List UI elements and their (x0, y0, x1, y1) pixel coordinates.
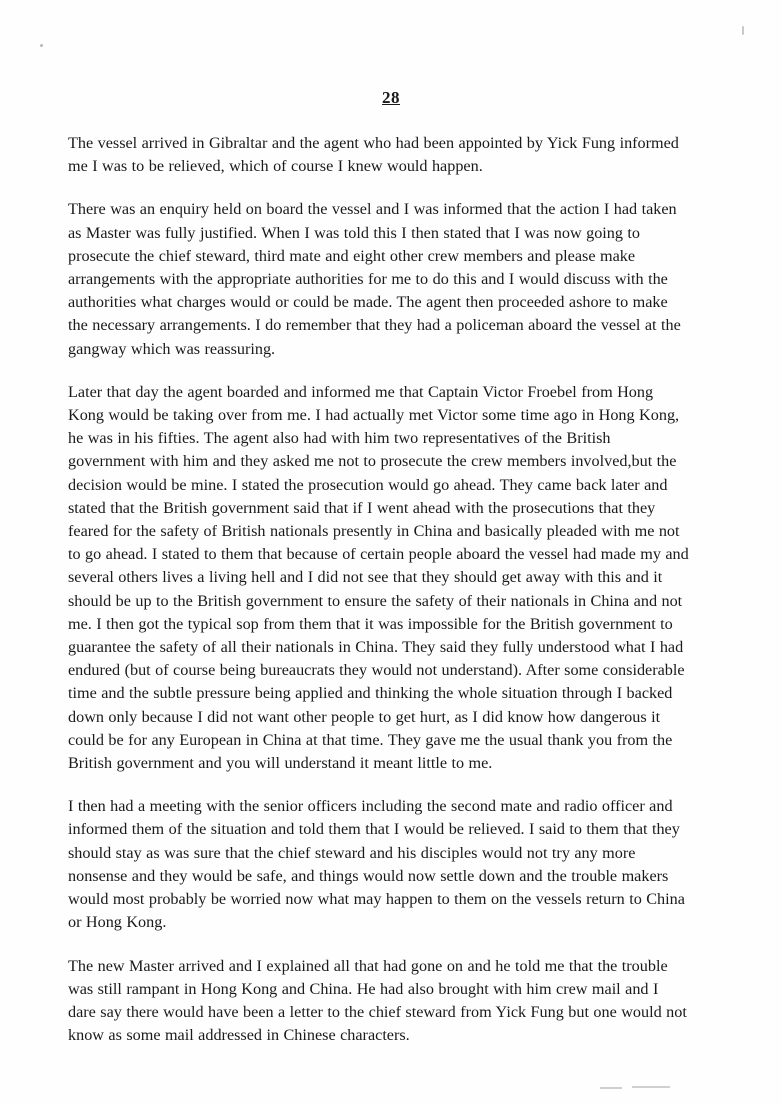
footer-mark-left (600, 1087, 622, 1089)
scan-artifact-dot (40, 44, 43, 47)
footer-mark-right (632, 1086, 670, 1088)
paragraph: I then had a meeting with the senior officers including the second mate and radio officer and informed them of the situation and told them that I would be relieved. I said to them that they should stay as was sure that the chief steward and his disciples would not try any more nonsense and they would be safe, and things would now settle down and the trouble makers would most probably be worried now what may happen to them on the vessels return to China or Hong Kong. (68, 797, 685, 932)
scan-artifact-mark (742, 26, 744, 35)
page-body (68, 132, 690, 1047)
paragraph: The vessel arrived in Gibraltar and the agent who had been appointed by Yick Fung informed me I was to be relieved, which of course I knew would happen. (68, 134, 679, 176)
page-number: 28 (382, 88, 400, 107)
paragraph: There was an enquiry held on board the vessel and I was informed that the action I had taken as Master was fully justified. When I was told this I then stated that I was now going to prosecute the chief steward, third mate and eight other crew members and please make arrangements with the appropriate authorities for me to do this and I would discuss with the authorities what charges would or could be made. The agent then proceeded ashore to make the necessary arrangements. I do remember that they had a policeman aboard the vessel at the gangway which was reassuring. (68, 200, 681, 358)
paragraph: The new Master arrived and I explained all that had gone on and he told me that the trouble was still rampant in Hong Kong and China. He had also brought with him crew mail and I dare say there would have been a letter to the chief steward from Yick Fung but one would not know as some mail addressed in Chinese characters. (68, 956, 687, 1045)
paragraph: Later that day the agent boarded and informed me that Captain Victor Froebel from Hong Kong would be taking over from me. I had actually met Victor some time ago in Hong Kong, he was in his fifties. The agent also had with him two representatives of the British government with him and they asked me not to prosecute the crew members involved,but the decision would be mine. I stated the prosecution would go ahead. They came back later and stated that the British government said that if I went ahead with the prosecutions that they feared for the safety of British nationals presently in China and basically pleaded with me not to go ahead. I stated to them that because of certain people aboard the vessel had made my and several others lives a living hell and I did not see that they should get away with this and it should be up to the British government to ensure the safety of their nationals in China and not me. I then got the typical sop from them that it was impossible for the British government to guarantee the safety of all their nationals in China. They said they fully understood what I had endured (but of course being bureaucrats they would not understand). After some considerable time and the subtle pressure being applied and thinking the whole situation through I backed down only because I did not want other people to get hurt, as I did know how dangerous it could be for any European in China at that time. They gave me the usual thank you from the British government and you will understand it meant little to me. (68, 382, 689, 773)
footer-scan-marks (600, 1084, 720, 1092)
